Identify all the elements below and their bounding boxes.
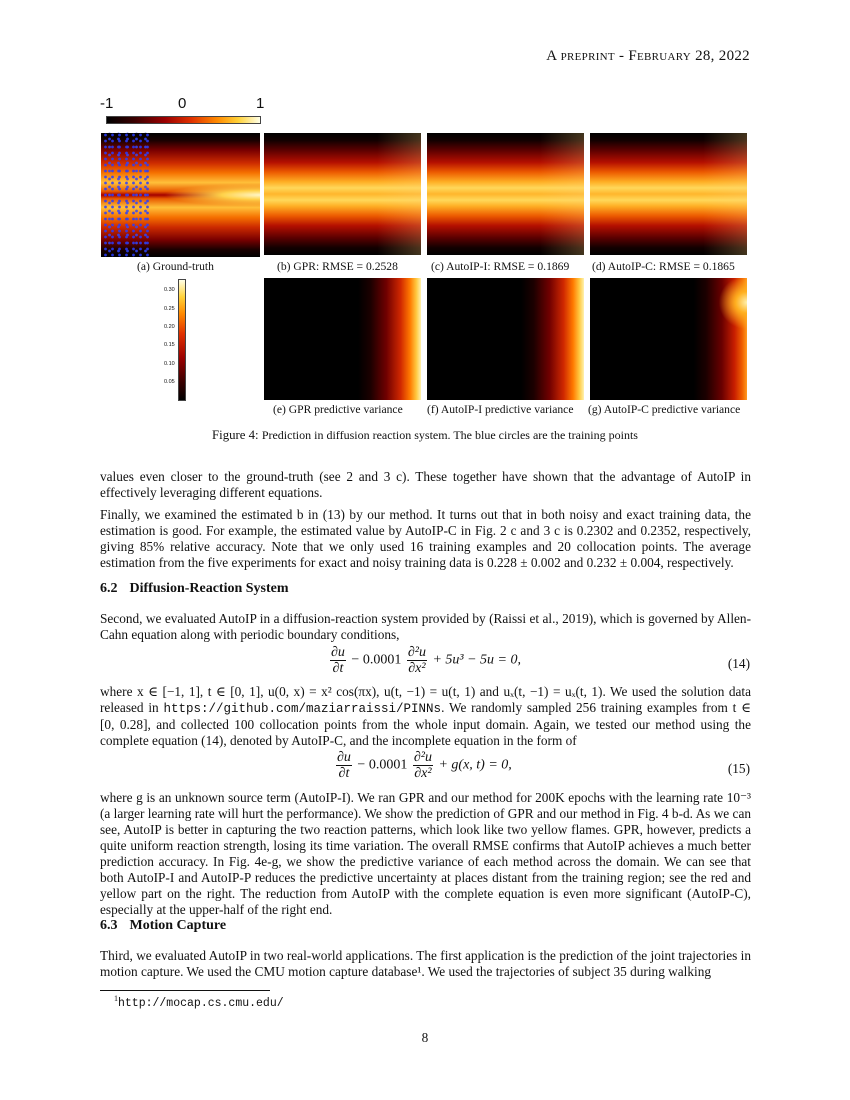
variance-tick: 0.30: [164, 287, 175, 293]
autoip-c-prediction-heatmap: [590, 133, 747, 255]
variance-tick: 0.25: [164, 306, 175, 312]
paragraph: [100, 684, 751, 749]
eq-tail: + g(x, t) = 0,: [438, 757, 512, 773]
figure-caption: [0, 428, 850, 443]
running-header: A preprint - February 28, 2022: [546, 48, 750, 64]
variance-tick: 0.10: [164, 361, 175, 367]
eq-numerator: ∂²u: [413, 750, 432, 765]
section-title: Motion Capture: [129, 918, 227, 933]
colorbar-mid-label: 0: [178, 95, 187, 112]
footnote-url-link[interactable]: http://mocap.cs.cmu.edu/: [118, 996, 284, 1010]
paragraph-text: where x ∈ [−1, 1], t ∈ [0, 1], u(0, x) = x² cos(πx), u(t, −1) = u(t, 1) and uₓ(t, −1) = uₓ(t, 1). We used the solution data released in: [100, 684, 751, 715]
footnote-mark: 1: [114, 994, 118, 1003]
pinns-url-link[interactable]: https://github.com/maziarraissi/PINNs: [163, 702, 442, 716]
caption-d: (d) AutoIP-C: RMSE = 0.1865: [592, 260, 735, 273]
caption-c: (c) AutoIP-I: RMSE = 0.1869: [431, 260, 570, 273]
equation-15: [334, 750, 512, 781]
section-heading: [100, 581, 289, 597]
caption-b: (b) GPR: RMSE = 0.2528: [277, 260, 398, 273]
equation-number: (14): [727, 656, 750, 671]
eq-denominator: ∂x²: [414, 766, 432, 781]
paragraph-text: . We randomly sampled 256 training examples from t ∈ [0, 0.28], and collected 100 collocation points from the whole input domain. Again, we tested our method using the complete equation (14), denoted by AutoIP-C, and the incomplete equation in the form of: [100, 700, 751, 748]
page-number: 8: [421, 1030, 429, 1045]
autoip-i-variance-heatmap: [427, 278, 584, 400]
eq-coefficient: − 0.0001: [357, 757, 408, 773]
variance-tick: 0.05: [164, 379, 175, 385]
figure-label: Figure 4:: [212, 428, 259, 442]
variance-tick: 0.20: [164, 324, 175, 330]
figure-caption-text: Prediction in diffusion reaction system. The blue circles are the training points: [261, 428, 638, 442]
colorbar-min-label: -1: [100, 95, 114, 112]
eq-tail: + 5u³ − 5u = 0,: [432, 652, 521, 668]
gpr-prediction-heatmap: [264, 133, 421, 255]
footnote-rule: [100, 990, 270, 991]
caption-g: (g) AutoIP-C predictive variance: [588, 403, 741, 416]
eq-coefficient: − 0.0001: [351, 652, 402, 668]
footnote: [114, 994, 284, 1010]
section-heading: [100, 918, 226, 934]
eq-numerator: ∂u: [337, 750, 351, 765]
caption-f: (f) AutoIP-I predictive variance: [427, 403, 574, 416]
section-title: Diffusion-Reaction System: [129, 581, 289, 596]
prediction-colorbar: [106, 116, 261, 124]
autoip-i-prediction-heatmap: [427, 133, 584, 255]
eq-denominator: ∂x²: [408, 661, 426, 676]
eq-denominator: ∂t: [338, 766, 350, 781]
paragraph: values even closer to the ground-truth (see 2 and 3 c). These together have shown that the advantage of AutoIP in effectively leveraging different equations.: [100, 469, 751, 500]
variance-tick: 0.15: [164, 342, 175, 348]
section-number: 6.2: [100, 581, 118, 596]
equation-14: [328, 645, 521, 676]
gpr-variance-heatmap: [264, 278, 421, 400]
variance-colorbar: [178, 279, 186, 401]
caption-a: (a) Ground-truth: [137, 260, 214, 273]
eq-numerator: ∂u: [331, 645, 345, 660]
eq-numerator: ∂²u: [407, 645, 426, 660]
colorbar-max-label: 1: [256, 95, 265, 112]
training-points-overlay: [102, 132, 150, 257]
paragraph: where g is an unknown source term (AutoIP-I). We ran GPR and our method for 200K epochs with the learning rate 10⁻³ (a larger learning rate will hurt the performance). We show the prediction of GPR and our method in Fig. 4 b-d. As we can see, AutoIP is better in capturing the two reaction patterns, which look like two yellow flames. GPR, however, predicts a quite uniform reaction strength, losing its time variation. The overall RMSE confirms that AutoIP achieves a much better prediction accuracy. In Fig. 4e-g, we show the predictive variance of each method across the domain. We can see that both AutoIP-I and AutoIP-P reduces the predictive uncertainty at places distant from the training region; see the red and yellow part on the right. The reduction from AutoIP with the complete equation is even more significant (AutoIP-C), especially at the upper-half of the right end.: [100, 790, 751, 917]
eq-denominator: ∂t: [332, 661, 344, 676]
section-number: 6.3: [100, 918, 118, 933]
paragraph: Second, we evaluated AutoIP in a diffusion-reaction system provided by (Raissi et al., 2019), which is governed by Allen-Cahn equation along with periodic boundary conditions,: [100, 611, 751, 642]
caption-e: (e) GPR predictive variance: [273, 403, 403, 416]
paragraph: Third, we evaluated AutoIP in two real-world applications. The first application is the prediction of the joint trajectories in motion capture. We used the CMU motion capture database¹. We used the trajectories of subject 35 during walking: [100, 948, 751, 979]
paragraph: Finally, we examined the estimated b in (13) by our method. It turns out that in both noisy and exact training data, the estimation is good. For example, the estimated value by AutoIP-C in Fig. 2 c and 3 c is 0.2302 and 0.2352, respectively, giving 85% relative accuracy. Note that we only used 16 training examples and 20 collocation points. The average estimation from the five experiments for exact and noisy training data is 0.228 ± 0.002 and 0.232 ± 0.004, respectively.: [100, 507, 751, 570]
autoip-c-variance-heatmap: [590, 278, 747, 400]
equation-number: (15): [727, 761, 750, 776]
